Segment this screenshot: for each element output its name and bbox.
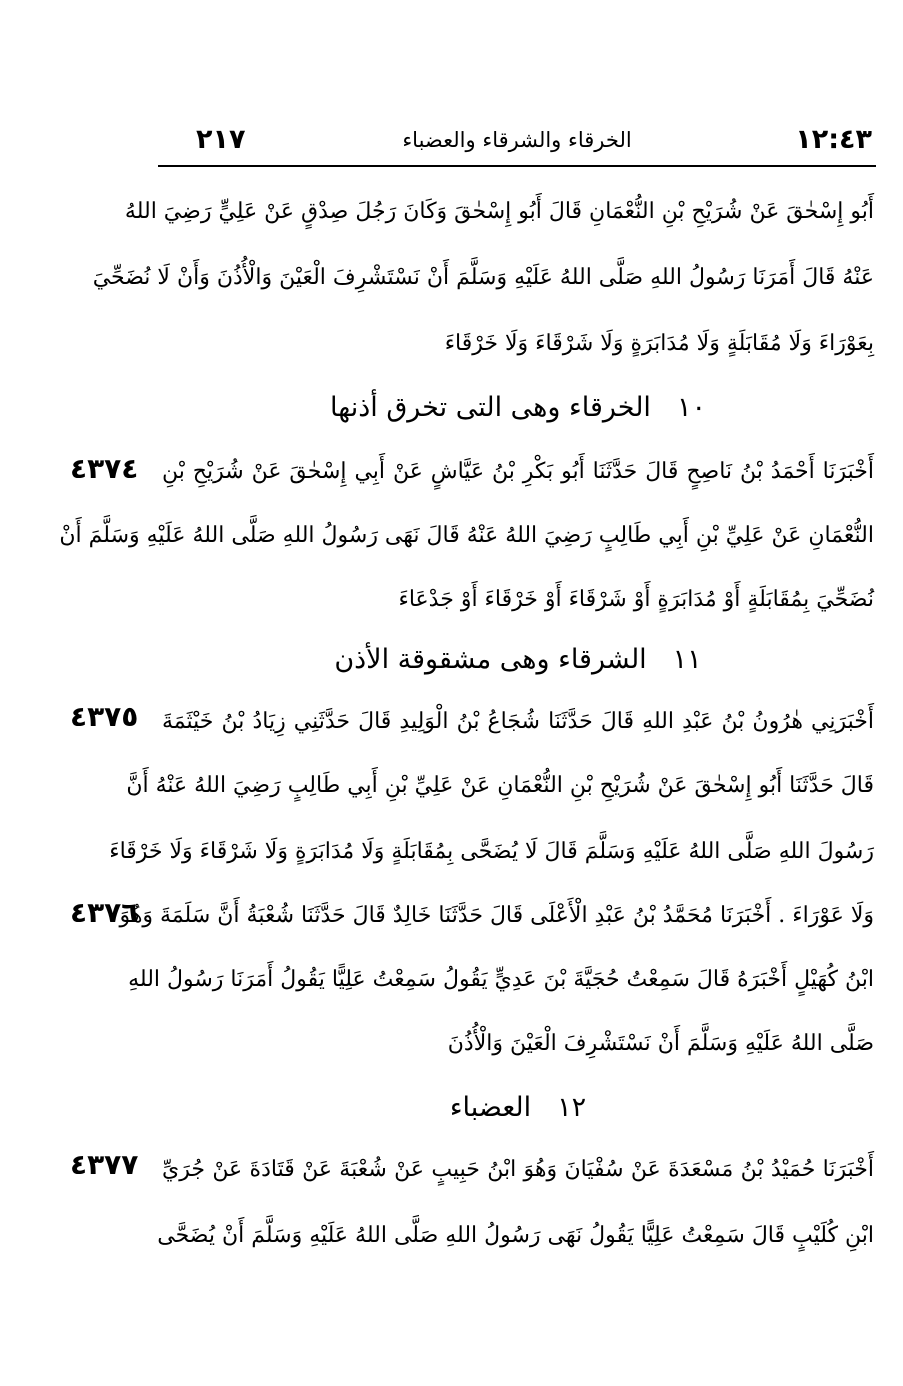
text-line: رَسُولَ اللهِ صَلَّى اللهُ عَلَيْهِ وَسَلَّمَ قَالَ لَا يُضَحَّى بِمُقَابَلَةٍ وَلَا مُدَابَرَةٍ وَلَا شَرْقَاءَ وَلَا خَرْقَاءَ: [109, 839, 874, 864]
text-line: عَنْهُ قَالَ أَمَرَنَا رَسُولُ اللهِ صَلَّى اللهُ عَلَيْهِ وَسَلَّمَ أَنْ نَسْتَشْرِفَ الْعَيْنَ وَالْأُذُنَ وَأَنْ لَا نُضَحِّيَ: [92, 265, 874, 290]
text-line: وَلَا عَوْرَاءَ . أَخْبَرَنَا مُحَمَّدُ بْنُ عَبْدِ الْأَعْلَى قَالَ حَدَّثَنَا خَالِدٌ قَالَ حَدَّثَنَا شُعْبَةُ أَنَّ سَلَمَةَ وَهُوَ: [119, 903, 874, 928]
text-line: أَخْبَرَنَا حُمَيْدُ بْنُ مَسْعَدَةَ عَنْ سُفْيَانَ وَهُوَ ابْنُ حَبِيبٍ عَنْ شُعْبَةَ عَنْ قَتَادَةَ عَنْ جُرَيِّ: [162, 1157, 875, 1182]
header-divider: [158, 165, 876, 167]
text-line: أَخْبَرَنَا أَحْمَدُ بْنُ نَاصِحٍ قَالَ حَدَّثَنَا أَبُو بَكْرِ بْنُ عَيَّاشٍ عَنْ أَبِي إِسْحٰقَ عَنْ شُرَيْحِ بْنِ: [162, 459, 874, 484]
page-number: ٢١٧: [196, 124, 246, 155]
section-title: الخرقاء وهى التى تخرق أذنها: [330, 392, 651, 423]
section-number: ١٠: [676, 392, 706, 423]
section-title: العضباء: [449, 1092, 532, 1123]
text-line: صَلَّى اللهُ عَلَيْهِ وَسَلَّمَ أَنْ نَسْتَشْرِفَ الْعَيْنَ وَالْأُذُنَ: [447, 1031, 874, 1056]
running-header: [158, 118, 876, 162]
hadith-number: ٤٣٧٧: [70, 1148, 139, 1181]
section-heading: [162, 640, 874, 680]
hadith-number: ٤٣٧٥: [70, 700, 139, 733]
section-title: الشرقاء وهى مشقوقة الأذن: [334, 644, 647, 675]
section-number: ١٢: [557, 1092, 587, 1123]
text-line: بِعَوْرَاءَ وَلَا مُقَابَلَةٍ وَلَا مُدَابَرَةٍ وَلَا شَرْقَاءَ وَلَا خَرْقَاءَ: [444, 331, 874, 356]
text-line: ابْنِ كُلَيْبٍ قَالَ سَمِعْتُ عَلِيًّا يَقُولُ نَهَى رَسُولُ اللهِ صَلَّى اللهُ عَلَيْهِ وَسَلَّمَ أَنْ يُضَحَّى: [157, 1223, 874, 1248]
text-line: نُضَحِّيَ بِمُقَابَلَةٍ أَوْ مُدَابَرَةٍ أَوْ شَرْقَاءَ أَوْ خَرْقَاءَ أَوْ جَدْعَاءَ: [398, 587, 874, 612]
text-line: أَخْبَرَنِي هٰرُونُ بْنُ عَبْدِ اللهِ قَالَ حَدَّثَنَا شُجَاعُ بْنُ الْوَلِيدِ قَالَ حَدَّثَنِي زِيَادُ بْنُ خَيْثَمَةَ: [162, 709, 874, 734]
text-line: النُّعْمَانِ عَنْ عَلِيِّ بْنِ أَبِي طَالِبٍ رَضِيَ اللهُ عَنْهُ قَالَ نَهَى رَسُولُ اللهِ صَلَّى اللهُ عَلَيْهِ وَسَلَّمَ أَنْ: [59, 523, 874, 548]
text-line: أَبُو إِسْحٰقَ عَنْ شُرَيْحِ بْنِ النُّعْمَانِ قَالَ أَبُو إِسْحٰقَ وَكَانَ رَجُلَ صِدْقٍ عَنْ عَلِيٍّ رَضِيَ اللهُ: [124, 199, 874, 224]
section-heading: [162, 388, 874, 428]
section-heading: [162, 1088, 874, 1128]
book-reference: ١٢:٤٣: [795, 124, 872, 155]
section-number: ١١: [672, 644, 702, 675]
chapter-title: الخرقاء والشرقاء والعضباء: [402, 128, 632, 152]
hadith-number: ٤٣٧٤: [70, 452, 139, 485]
hadith-number: ٤٣٧٦: [70, 896, 139, 929]
text-line: قَالَ حَدَّثَنَا أَبُو إِسْحٰقَ عَنْ شُرَيْحِ بْنِ النُّعْمَانِ عَنْ عَلِيِّ بْنِ أَبِي طَالِبٍ رَضِيَ اللهُ عَنْهُ أَنَّ: [126, 773, 874, 798]
text-line: ابْنُ كُهَيْلٍ أَخْبَرَهُ قَالَ سَمِعْتُ حُجَيَّةَ بْنَ عَدِيٍّ يَقُولُ سَمِعْتُ عَلِيًّا يَقُولُ أَمَرَنَا رَسُولُ اللهِ: [128, 967, 874, 992]
